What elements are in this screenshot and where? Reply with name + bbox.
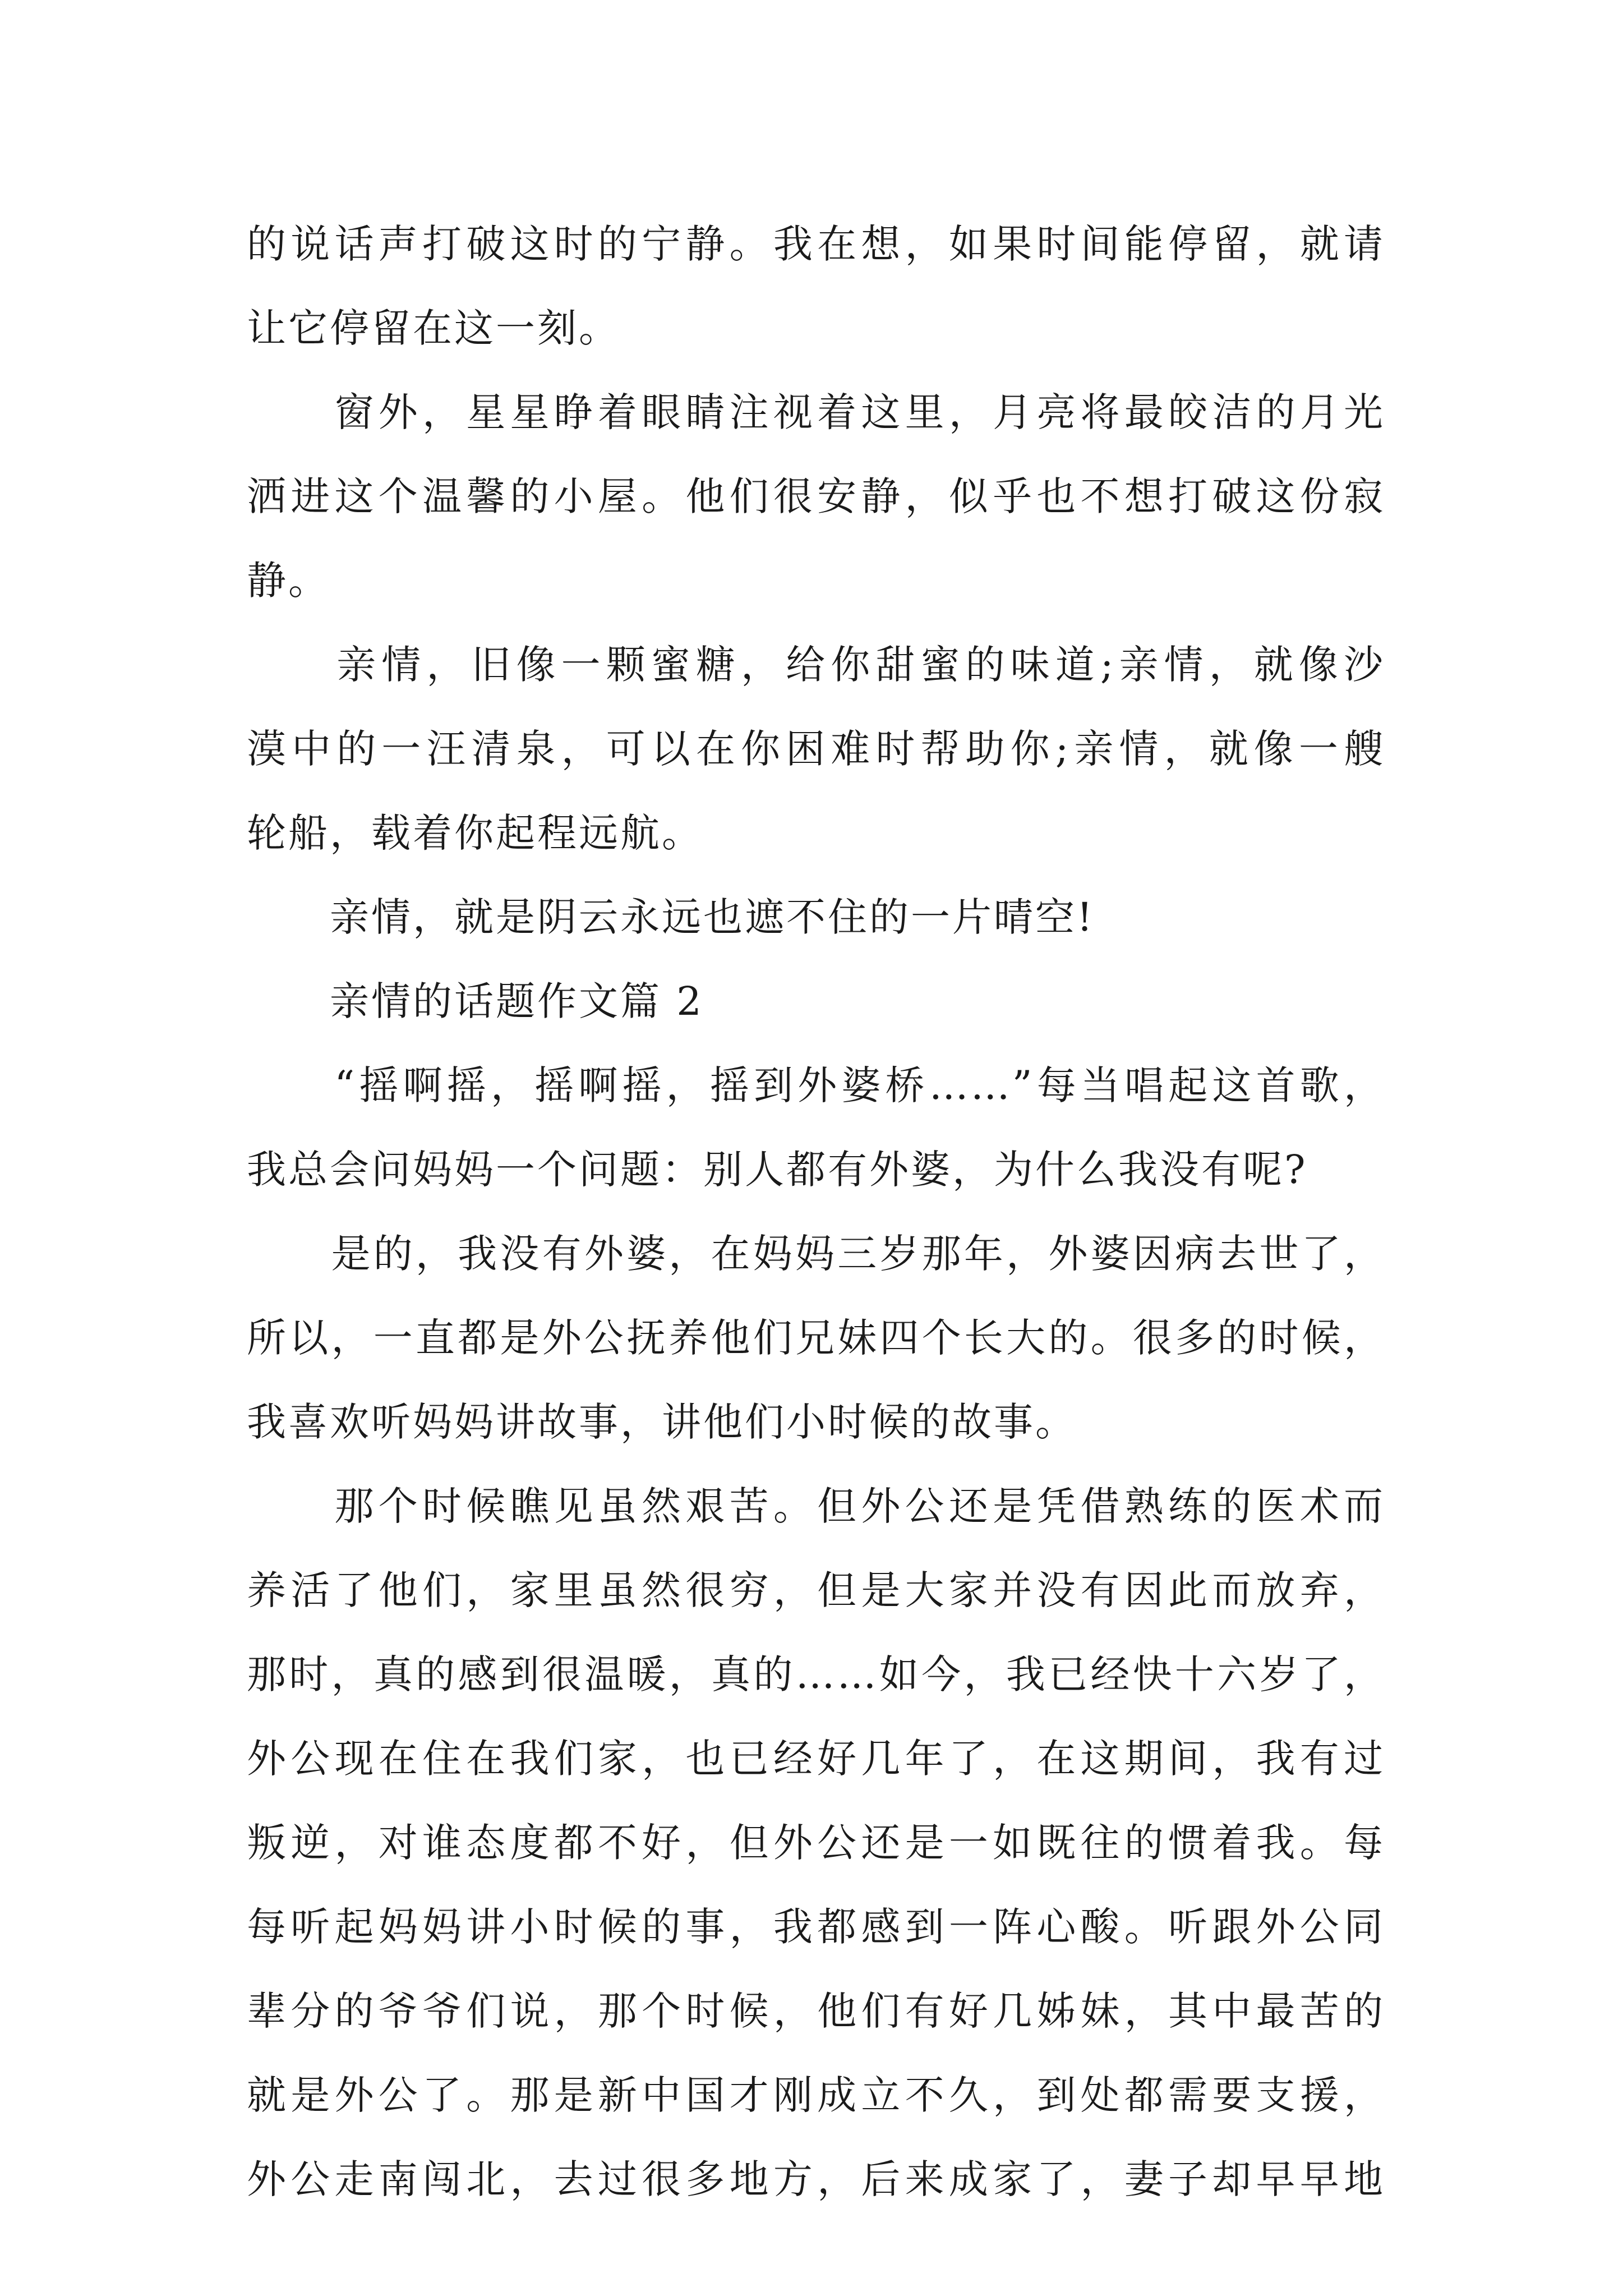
text-line: 让它停留在这一刻。 [247,305,620,351]
text-line: 亲情，就是阴云永远也遮不住的一片晴空! [247,894,1095,940]
text-line: 窗外，星星睁着眼睛注视着这里，月亮将最皎洁的月光 [247,389,1385,435]
text-line: 叛逆，对谁态度都不好，但外公还是一如既往的惯着我。每 [247,1820,1385,1866]
text-line: 洒进这个温馨的小屋。他们很安静，似乎也不想打破这份寂 [247,473,1385,519]
text-line: 那时，真的感到很温暖，真的……如今，我已经快十六岁了， [247,1651,1385,1697]
section-heading: 亲情的话题作文篇 2 [247,978,704,1024]
text-line: 所以，一直都是外公抚养他们兄妹四个长大的。很多的时候， [247,1315,1385,1361]
text-line: 亲情，旧像一颗蜜糖，给你甜蜜的味道;亲情，就像沙 [247,642,1385,688]
text-line: 我喜欢听妈妈讲故事，讲他们小时候的故事。 [247,1399,1077,1445]
text-line: 辈分的爷爷们说，那个时候，他们有好几姊妹，其中最苦的 [247,1988,1385,2034]
text-line: 就是外公了。那是新中国才刚成立不久，到处都需要支援， [247,2072,1385,2118]
text-line: 外公现在住在我们家，也已经好几年了，在这期间，我有过 [247,1736,1385,1782]
text-line: 我总会问妈妈一个问题：别人都有外婆，为什么我没有呢? [247,1147,1308,1193]
text-line: “摇啊摇，摇啊摇，摇到外婆桥……”每当唱起这首歌， [247,1062,1385,1108]
text-line: 的说话声打破这时的宁静。我在想，如果时间能停留，就请 [247,221,1385,267]
text-line: 每听起妈妈讲小时候的事，我都感到一阵心酸。听跟外公同 [247,1904,1385,1950]
text-line: 静。 [247,558,330,604]
text-line: 养活了他们，家里虽然很穷，但是大家并没有因此而放弃， [247,1567,1385,1613]
text-line: 那个时候瞧见虽然艰苦。但外公还是凭借熟练的医术而 [247,1483,1385,1529]
text-line: 是的，我没有外婆，在妈妈三岁那年，外婆因病去世了， [247,1231,1385,1277]
text-line: 轮船，载着你起程远航。 [247,810,703,856]
text-line: 漠中的一汪清泉，可以在你困难时帮助你;亲情，就像一艘 [247,726,1385,772]
text-line: 外公走南闯北，去过很多地方，后来成家了，妻子却早早地 [247,2156,1385,2202]
